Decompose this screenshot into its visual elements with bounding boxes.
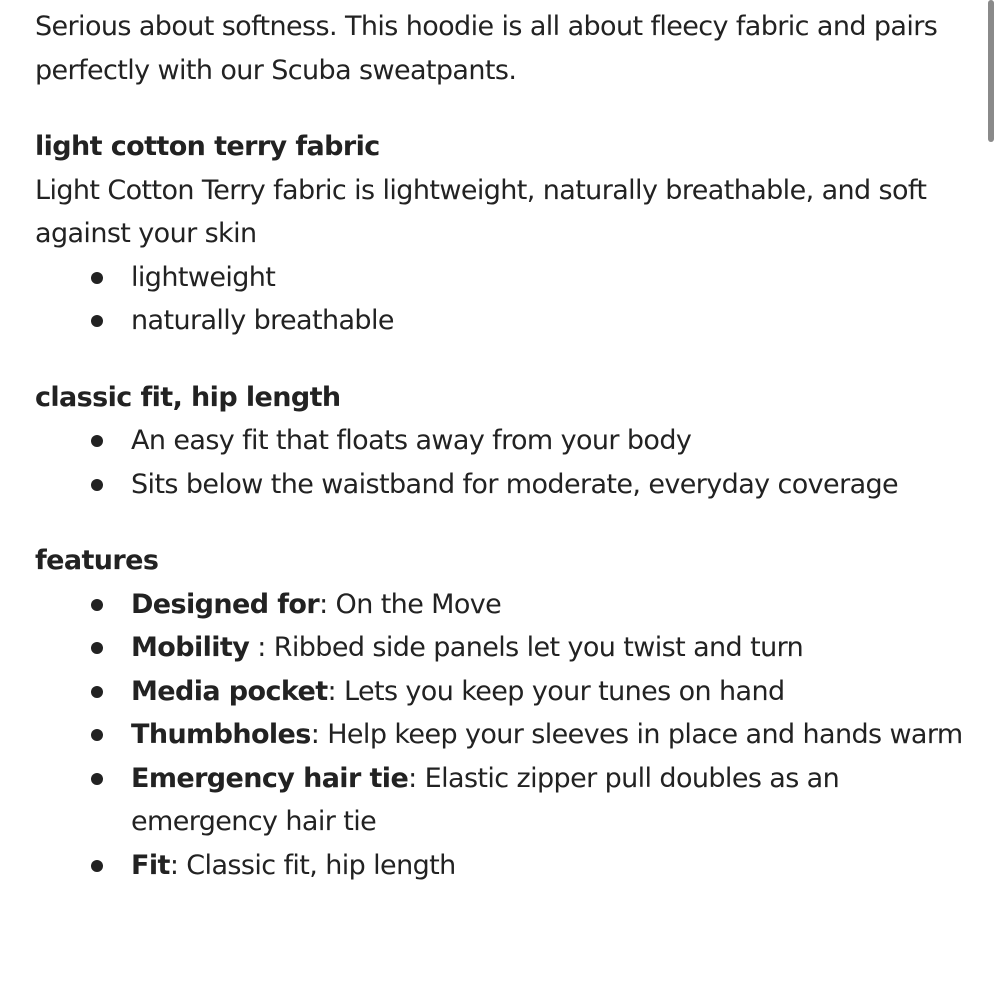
feature-text: Help keep your sleeves in place and hands warm xyxy=(327,719,963,750)
feature-item-thumbholes xyxy=(131,713,970,757)
feature-text: Classic fit, hip length xyxy=(186,849,456,881)
list-item: lightweight xyxy=(131,256,970,300)
feature-item-fit xyxy=(131,844,970,888)
fabric-list xyxy=(35,256,970,343)
feature-text: Lets you keep your tunes on hand xyxy=(344,675,785,707)
feature-separator: : xyxy=(310,719,328,750)
fit-section xyxy=(35,376,970,507)
feature-term: Mobility xyxy=(131,632,250,663)
fabric-description: Light Cotton Terry fabric is lightweight, naturally breathable, and soft against your skin xyxy=(35,174,927,249)
list-item: naturally breathable xyxy=(131,299,970,343)
features-section xyxy=(35,539,970,887)
fabric-section xyxy=(35,125,970,343)
feature-item-media-pocket xyxy=(131,670,970,714)
feature-item-emergency-hair-tie xyxy=(131,757,970,844)
feature-term: Media pocket xyxy=(131,675,328,707)
list-item: An easy fit that floats away from your body xyxy=(131,419,970,463)
features-list xyxy=(35,583,970,888)
vertical-scrollbar[interactable] xyxy=(986,0,1000,1000)
features-heading: features xyxy=(35,545,159,576)
fabric-heading: light cotton terry fabric xyxy=(35,131,380,162)
list-item: Sits below the waistband for moderate, everyday coverage xyxy=(131,463,970,507)
intro-paragraph: Serious about softness. This hoodie is all about fleecy fabric and pairs perfectly with our Scuba sweatpants. xyxy=(35,11,938,86)
fit-heading: classic fit, hip length xyxy=(35,381,341,413)
feature-text: On the Move xyxy=(335,588,502,620)
scrollbar-thumb[interactable] xyxy=(988,0,994,142)
feature-item-designed-for xyxy=(131,583,970,627)
feature-term: Fit xyxy=(131,849,170,881)
feature-item-mobility xyxy=(131,626,970,670)
product-description xyxy=(35,5,970,887)
feature-text: Ribbed side panels let you twist and turn xyxy=(273,632,804,663)
feature-term: Emergency hair tie xyxy=(131,762,409,794)
feature-text: Elastic zipper pull doubles as an emergency hair tie xyxy=(131,762,840,837)
feature-term: Designed for xyxy=(131,588,320,620)
feature-separator: : xyxy=(169,849,187,881)
feature-separator: : xyxy=(327,675,344,707)
feature-separator: : xyxy=(408,762,425,794)
feature-separator: : xyxy=(249,632,274,663)
feature-separator: : xyxy=(319,588,336,620)
fit-list xyxy=(35,419,970,506)
feature-term: Thumbholes xyxy=(131,719,311,750)
